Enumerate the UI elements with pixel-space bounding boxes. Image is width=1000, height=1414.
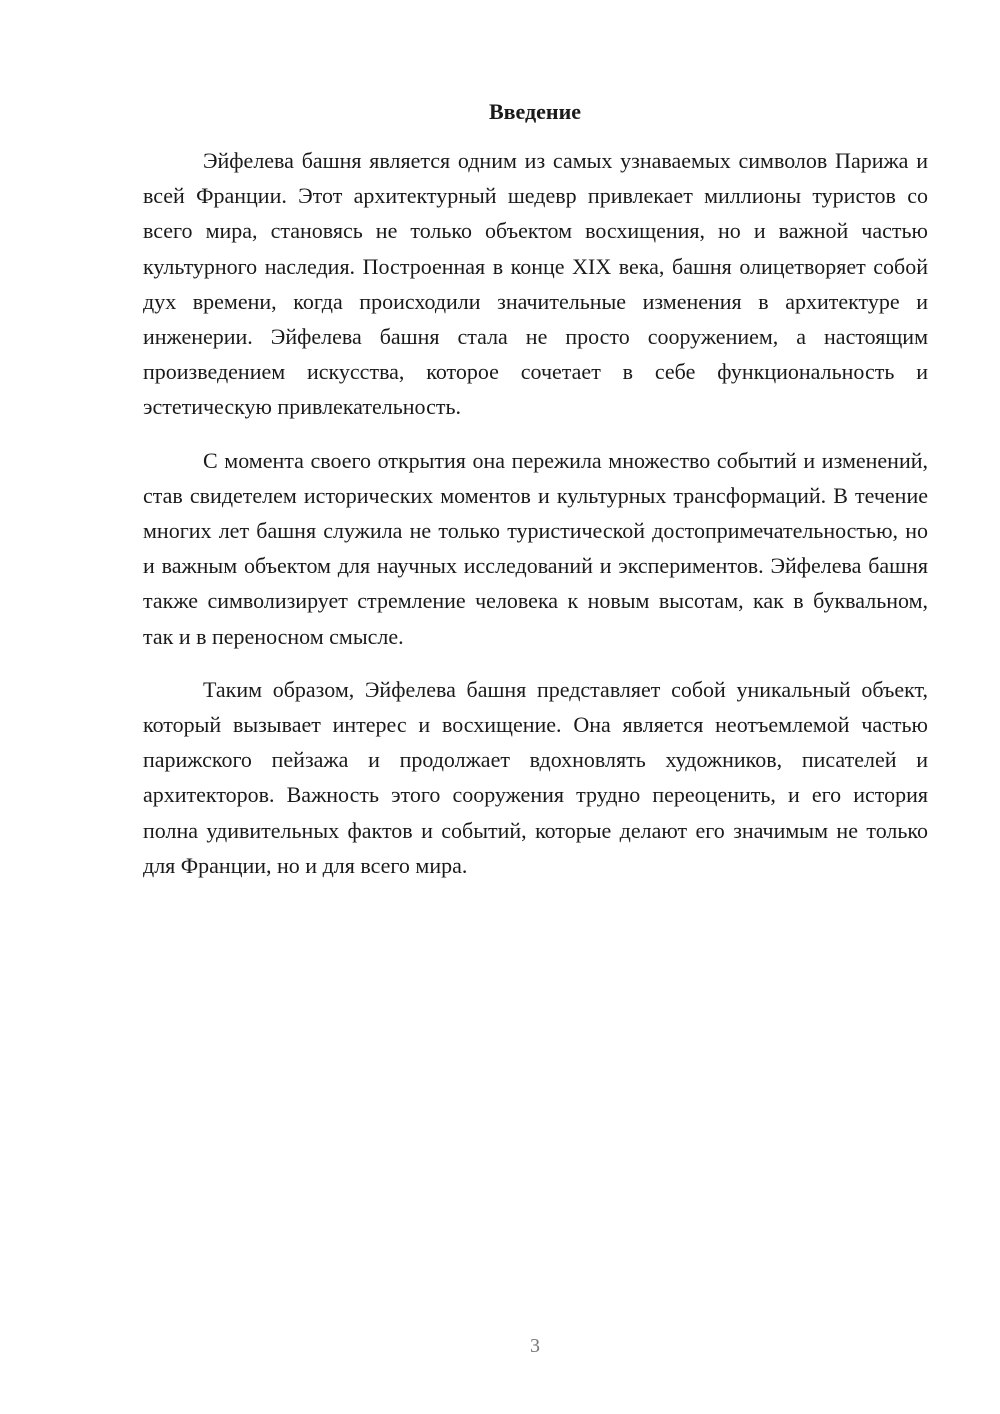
- paragraph-2: С момента своего открытия она пережила множество событий и изменений, став свидетелем исторических моментов и культурных трансформаций. В течение многих лет башня служила не только туристической достопримечательностью, но и важным объектом для научных исследований и экспериментов. Эйфелева башня также символизирует стремление человека к новым высотам, как в буквальном, так и в переносном смысле.: [143, 447, 928, 649]
- page-number: 3: [530, 1335, 540, 1357]
- paragraph-3: Таким образом, Эйфелева башня представляет собой уникальный объект, который вызывает интерес и восхищение. Она является неотъемлемой частью парижского пейзажа и продолжает вдохновлять художников, писателей и архитекторов. Важность этого сооружения трудно переоценить, и его история полна удивительных фактов и событий, которые делают его значимым не только для Франции, но и для всего мира.: [143, 676, 928, 878]
- section-heading: Введение: [488, 99, 582, 124]
- body-text: [143, 143, 928, 883]
- paragraph-1: Эйфелева башня является одним из самых узнаваемых символов Парижа и всей Франции. Этот архитектурный шедевр привлекает миллионы туристов со всего мира, становясь не только объектом восхищения, но и важной частью культурного наследия. Построенная в конце XIX века, башня олицетворяет собой дух времени, когда происходили значительные изменения в архитектуре и инженерии. Эйфелева башня стала не просто сооружением, а настоящим произведением искусства, которое сочетает в себе функциональность и эстетическую привлекательность.: [143, 148, 928, 420]
